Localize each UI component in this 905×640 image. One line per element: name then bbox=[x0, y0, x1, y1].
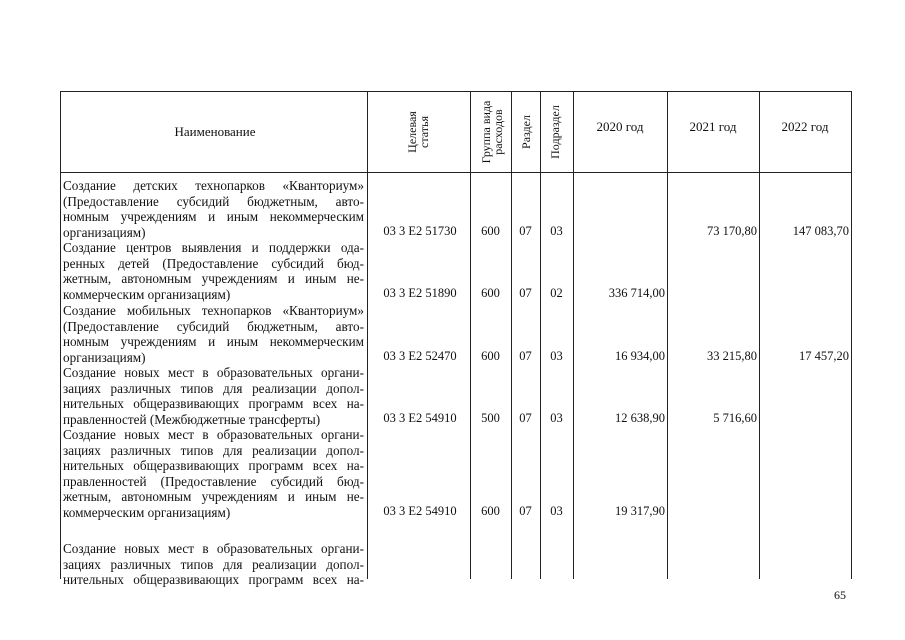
expense-group-cell: 600 bbox=[481, 285, 500, 300]
row-name bbox=[63, 427, 364, 520]
header-subsection: Подраздел bbox=[548, 105, 562, 159]
header-2022: 2022 год bbox=[781, 119, 829, 134]
row-name-line: правленностей (Межбюджетные трансферты) bbox=[63, 411, 321, 427]
subsection-cell: 02 bbox=[550, 285, 563, 300]
column-divider bbox=[667, 91, 668, 579]
row-name-line: зациях различных типов для реализации допол- bbox=[63, 556, 364, 572]
header-target-article: Целевая статья bbox=[405, 111, 431, 153]
row-name-line: номным учреждениям и иным некоммерческим bbox=[63, 334, 364, 349]
row-name-line: (Предоставление субсидий бюджетным, авто- bbox=[63, 193, 364, 209]
header-2020: 2020 год bbox=[596, 119, 644, 134]
amount-2020-cell: 12 638,90 bbox=[615, 410, 665, 425]
row-name-line: Создание центров выявления и поддержки ода- bbox=[63, 240, 364, 255]
row-name bbox=[63, 365, 364, 427]
section-cell: 07 bbox=[519, 223, 532, 238]
amount-2021-cell: 73 170,80 bbox=[707, 223, 757, 238]
target-article-cell: 03 3 E2 54910 bbox=[383, 503, 457, 518]
row-name-line: организациям) bbox=[63, 224, 146, 240]
amount-2022-cell: 17 457,20 bbox=[799, 348, 849, 363]
column-divider bbox=[60, 91, 61, 579]
row-name bbox=[63, 178, 364, 240]
row-name-line: организациям) bbox=[63, 349, 146, 365]
subsection-cell: 03 bbox=[550, 503, 563, 518]
row-name-line: (Предоставление субсидий бюджетным, авто- bbox=[63, 318, 364, 334]
target-article-cell: 03 3 E2 54910 bbox=[383, 410, 457, 425]
expense-group-cell: 600 bbox=[481, 503, 500, 518]
row-name-line: зациях различных типов для реализации допол- bbox=[63, 442, 364, 458]
expense-group-cell: 600 bbox=[481, 348, 500, 363]
target-article-cell: 03 3 E2 51730 bbox=[383, 223, 457, 238]
expense-group-cell: 500 bbox=[481, 410, 500, 425]
row-name-line: нительных общеразвивающих программ всех на- bbox=[63, 572, 364, 587]
header-expense-group: Группа вида расходов bbox=[479, 100, 505, 164]
row-name-line: зациях различных типов для реализации допол- bbox=[63, 380, 364, 396]
row-name-line: Создание новых мест в образовательных органи- bbox=[63, 427, 364, 442]
section-cell: 07 bbox=[519, 285, 532, 300]
subsection-cell: 03 bbox=[550, 348, 563, 363]
column-divider bbox=[851, 91, 852, 579]
row-name-line: коммерческим организациям) bbox=[63, 504, 231, 520]
row-name-line: номным учреждениям и иным некоммерческим bbox=[63, 209, 364, 224]
amount-2020-cell: 336 714,00 bbox=[608, 285, 665, 300]
header-section: Раздел bbox=[519, 115, 533, 149]
header-name: Наименование bbox=[174, 124, 256, 139]
expense-group-cell: 600 bbox=[481, 223, 500, 238]
section-cell: 07 bbox=[519, 503, 532, 518]
row-name-line: коммерческим организациям) bbox=[63, 286, 231, 302]
target-article-cell: 03 3 E2 51890 bbox=[383, 285, 457, 300]
row-name-line: жетным, автономным учреждениям и иным не- bbox=[63, 489, 364, 504]
subsection-cell: 03 bbox=[550, 223, 563, 238]
row-name-line: Создание детских технопарков «Кванториум» bbox=[63, 178, 364, 193]
row-name-line: Создание новых мест в образовательных органи- bbox=[63, 541, 364, 556]
row-name-line: правленностей (Предоставление субсидий бюд- bbox=[63, 473, 364, 489]
target-article-cell: 03 3 E2 52470 bbox=[383, 348, 457, 363]
subsection-cell: 03 bbox=[550, 410, 563, 425]
row-name bbox=[63, 240, 364, 302]
amount-2021-cell: 33 215,80 bbox=[707, 348, 757, 363]
column-divider bbox=[759, 91, 760, 579]
page-number: 65 bbox=[834, 588, 846, 602]
section-cell: 07 bbox=[519, 410, 532, 425]
section-cell: 07 bbox=[519, 348, 532, 363]
row-name bbox=[63, 303, 364, 365]
row-name-line: Создание новых мест в образовательных органи- bbox=[63, 365, 364, 380]
row-name-line: Создание мобильных технопарков «Кванториум» bbox=[63, 303, 364, 318]
column-divider bbox=[367, 91, 368, 579]
row-name-line: нительных общеразвивающих программ всех на- bbox=[63, 396, 364, 411]
header-bottom-border bbox=[60, 172, 852, 173]
amount-2022-cell: 147 083,70 bbox=[792, 223, 849, 238]
amount-2020-cell: 16 934,00 bbox=[615, 348, 665, 363]
amount-2021-cell: 5 716,60 bbox=[713, 410, 757, 425]
row-name-line: жетным, автономным учреждениям и иным не- bbox=[63, 271, 364, 286]
row-name-line: нительных общеразвивающих программ всех на- bbox=[63, 458, 364, 473]
header-2021: 2021 год bbox=[689, 119, 737, 134]
amount-2020-cell: 19 317,90 bbox=[615, 503, 665, 518]
row-name-line: ренных детей (Предоставление субсидий бюд- bbox=[63, 255, 364, 271]
row-name bbox=[63, 541, 364, 588]
